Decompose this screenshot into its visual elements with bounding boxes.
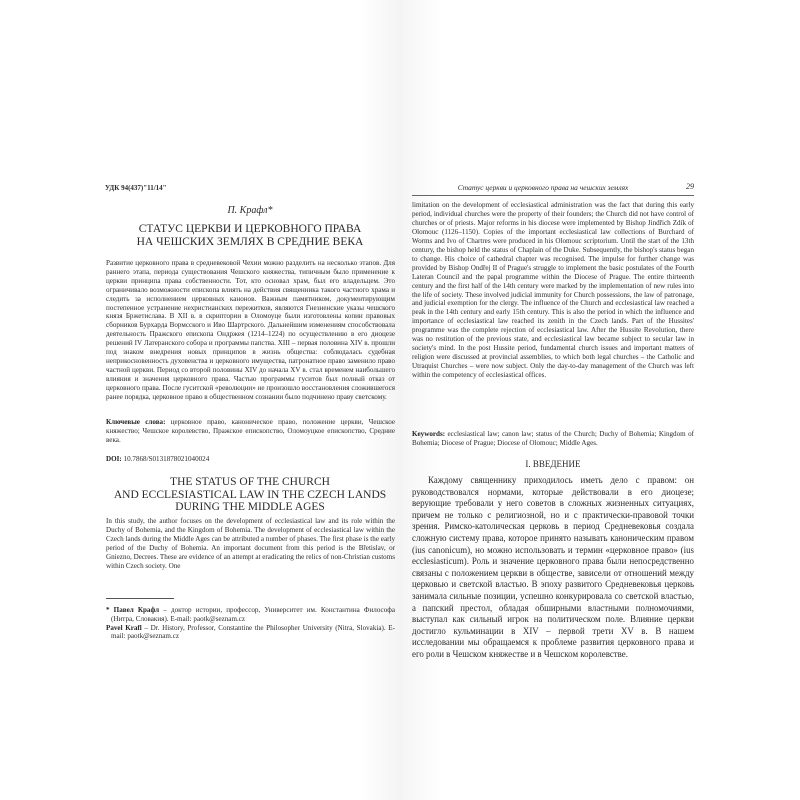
introduction-paragraph: Каждому священнику приходилось иметь дело с правом: он руководствовался нормами, которые действовали в его диоцезе; верующие требовали у него советов в сложных жизненных ситуациях, причем не только с религиозной, но и с практически-правовой точки зрения. Римско-католическая церковь в период Средневековья создала сложную систему права, которое принято называть каноническим правом (ius canonicum), но можно использовать и термин «церковное право» (ius ecclesiasticum). Роль и значение церковного права были непосредственно связаны с положением церкви в обществе, зависели от отношений между церковью и светской властью. В эпоху развитого Средневековья церковь занимала сильные позиции, успешно конкурировала со светской властью, а папский престол, обладая обширными властными полномочиями, выступал как сильный игрок на политическом поле. Влияние церкви достигло кульминации в XIV – первой трети XV в. В нашем исследовании мы обращаемся к проблеме развития церковного права и его роли в Чешском княжестве и в Чешском королевстве.: [412, 475, 694, 659]
footnote-ru-name: * Павел Крафл: [106, 606, 160, 614]
right-page: [402, 0, 800, 800]
title-en-line: AND ECCLESIASTICAL LAW IN THE CZECH LANDS: [113, 488, 387, 501]
section-heading: I. ВВЕДЕНИЕ: [525, 459, 581, 469]
footnote-en-text: – Dr. History, Professor, Constantine the Philosopher University (Nitra, Slovakia). E-mail: paotk@seznam.cz: [111, 623, 395, 641]
footnote-ru: [106, 606, 395, 624]
abstract-ru: Развитие церковного права в средневековой Чехии можно разделить на несколько этапов. Для раннего этапа, периода существования Чешского княжества, типичным было применение к церкви принципа права собственности. Тот, кто основал храм, был его владельцем. Это ограничивало возможности епископа влиять на действия священника такого частного храма и следить за исполнением церковных канонов. Важным памятником, документирующим постепенное устранение нехристианских пережитков, являются Гнезненские указы чешского князя Бржетислава. В XII в. в скриптории в Оломоуце были изготовлены копии правовых сборников Бурхарда Вормсского и Иво Шартрского. Дальнейшим изменениям способствовала деятельность Пражского епископа Ондржея (1214–1224) по осуществлению в его диоцезе решений IV Латеранского собора и программы папства. XIII – первая половина XIV в. прошли под знаком внедрения новых принципов в жизнь общества: соблюдалась судебная неприкосновенность духовенства и церковного имущества, патронатное право заменило право частной церкви. Период со второй половины XIV до начала XV в. стал временем наибольшего влияния и значения церковного права. Частью программы гуситов был полный отказ от церковного права. После гуситской «революции» не произошло восстановления сложившегося ранее порядка, церковное право в общественном сознании было подчинено праву светскому.: [106, 259, 395, 401]
footnote-divider: [106, 598, 174, 599]
doi: [106, 455, 209, 463]
udk-code: УДК 94(437)"11/14": [105, 184, 167, 192]
page-number: 29: [686, 182, 694, 191]
title-en-line: THE STATUS OF THE CHURCH: [170, 476, 330, 488]
keywords-en-label: Keywords:: [412, 430, 446, 438]
keywords-en-text: ecclesiastical law; canon law; status of the Church; Duchy of Bohemia; Kingdom of Bohemia; Diocese of Prague; Diocese of Olomouc; Middle Ages.: [412, 430, 694, 447]
footnote: [106, 606, 395, 641]
running-title: Статус церкви и церковного права на чешских землях: [457, 183, 629, 192]
doi-value[interactable]: 10.7868/S0131878021040024: [121, 455, 210, 463]
title-en-line: DURING THE MIDDLE AGES: [175, 501, 325, 513]
doi-label: DOI:: [106, 455, 122, 463]
author-name: П. Крафл*: [227, 205, 273, 216]
abstract-en: In this study, the author focuses on the development of ecclesiastical law and its role within the Duchy of Bohemia, and the Kingdom of Bohemia. The development of ecclesiastical law within the Czech lands during the Middle Ages can be attributed a number of phases. The first phase is the early period of the Duchy of Bohemia. An important document from this period is the Břetislav, or Gniezno, Decrees. These are evidence of an attempt at eradicating the relics of non-Christian customs within Czech society. One: [106, 517, 395, 570]
keywords-ru-label: Ключевые слова:: [106, 418, 166, 426]
keywords-ru-text: церковное право, каноническое право, положение церкви, Чешское княжество; Чешское королевство, Пражское епископство, Оломоуцкое епископство, Средние века.: [106, 418, 395, 444]
keywords-en: [412, 430, 694, 448]
footnote-en: [106, 624, 395, 642]
running-header: [412, 183, 694, 196]
abstract-en-continued: limitation on the development of ecclesiastical administration was the fact that during this early period, individual churches were the property of their founders; the Church did not have control of churches or of priests. Major reforms in his diocese were implemented by Bishop Jindřich Zdík of Olomouc (1126–1150). Copies of the important ecclesiastical law collections of Burchard of Worms and Ivo of Chartres were produced in his Olomouc scriptorium. Until the start of the 13th century, the bishop held the status of Chaplain of the Duke. Subsequently, the bishop's status began to change. His choice of cathedral chapter was recognised. The impulse for further change was provided by Bishop Ondřej II of Prague's struggle to implement the basic postulates of the Fourth Lateran Council and the papal programme within the Diocese of Prague. The entire thirteenth century and the first half of the 14th century were marked by the implementation of new rules into the life of society. These involved judicial immunity for Church possessions, the law of patronage, and judicial exemption for the clergy. The influence of the Church and ecclesiastical law reached a peak in the 14th century and early 15th century. This is also the period in which the influence and importance of ecclesiastical law reached its zenith in the Czech lands. Part of the Hussites' programme was the complete rejection of ecclesiastical law. After the Hussite Revolution, there was no restitution of the previous state, and ecclesiastical law became subject to secular law in society's mind. In the post Hussite period, fundamental church issues and important matters of religion were discussed at provincial assemblies, to which both legal churches – the Catholic and Utraquist Churches – were now subject. Only the day-to-day management of the Church was left within the competency of ecclesiastical offices.: [412, 201, 694, 380]
title-ru-line: НА ЧЕШСКИХ ЗЕМЛЯХ В СРЕДНИЕ ВЕКА: [136, 236, 364, 248]
footnote-ru-text: – доктор истории, профессор, Университет им. Константина Философа (Нитра, Словакия). E-mail: paotk@seznam.cz: [111, 606, 395, 623]
article-title-ru: [105, 223, 395, 249]
article-title-en: [105, 476, 395, 514]
keywords-ru: [106, 418, 395, 445]
title-ru-line: СТАТУС ЦЕРКВИ И ЦЕРКОВНОГО ПРАВА: [138, 223, 362, 235]
footnote-en-name: Pavel Krafl: [106, 623, 142, 632]
